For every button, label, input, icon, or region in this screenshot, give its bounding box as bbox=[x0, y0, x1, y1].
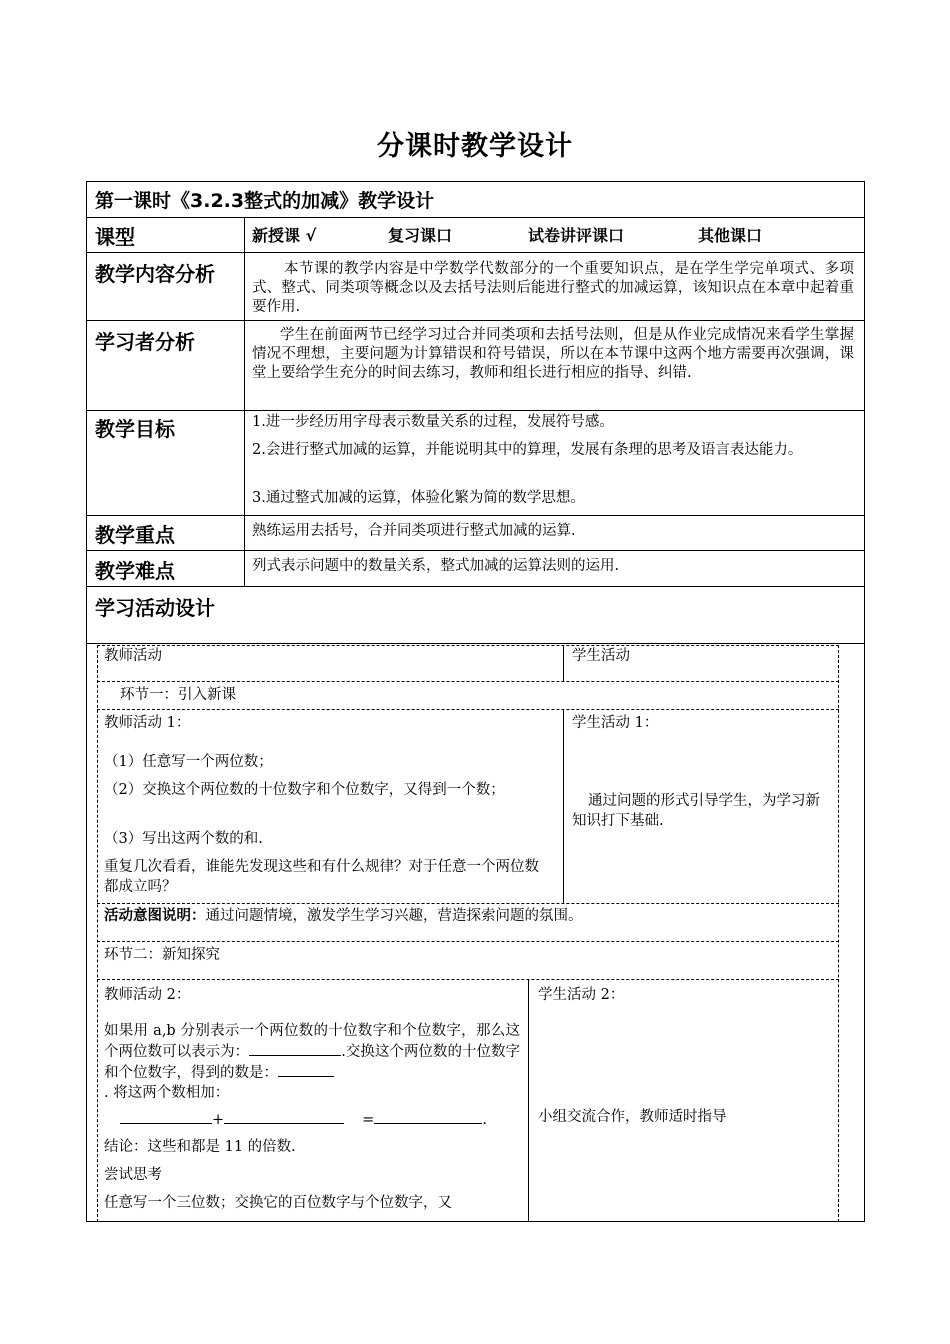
try-thinking-label: 尝试思考 bbox=[104, 1167, 162, 1183]
teacher-activity-1-line: （2）交换这个两位数的十位数字和个位数字，又得到一个数； bbox=[104, 782, 505, 798]
activity-divider bbox=[528, 979, 529, 1222]
activity-divider bbox=[97, 681, 839, 682]
course-type-label: 课型 bbox=[95, 225, 135, 249]
activity-divider bbox=[97, 709, 839, 710]
difficulties-label: 教学难点 bbox=[95, 559, 175, 583]
goal-item: 3.通过整式加减的运算，体验化繁为简的数学思想。 bbox=[252, 490, 585, 506]
teacher-activity-1-line: （3）写出这两个数的和. bbox=[104, 831, 263, 847]
try-thinking-text: 任意写一个三位数；交换它的百位数字与个位数字，又 bbox=[104, 1195, 452, 1211]
activity-divider bbox=[563, 645, 564, 681]
period-mark: . bbox=[482, 1112, 487, 1128]
para-part-b: .交换这个两位数的十位数字和个位数字，得到的数是： bbox=[104, 1044, 521, 1081]
activity-divider bbox=[97, 903, 839, 904]
type-option-new: 新授课 √ bbox=[252, 226, 317, 245]
row-divider bbox=[86, 515, 865, 516]
row-divider bbox=[86, 217, 865, 218]
activity-divider bbox=[97, 941, 839, 942]
learner-analysis-text: 学生在前面两节已经学习过合并同类项和去括号法则，但是从作业完成情况来看学生掌握情况不理想，主要问题为计算错误和符号错误，所以在本节课中这两个地方需要再次强调，课堂上要给学生充分的时间去练习，教师和组长进行相应的指导、纠错. bbox=[252, 327, 854, 381]
activity-divider bbox=[97, 645, 839, 646]
activity-divider bbox=[563, 709, 564, 903]
activity-divider bbox=[97, 645, 98, 1222]
teacher-activity-2-label: 教师活动 2： bbox=[104, 987, 191, 1003]
type-option-other: 其他课口 bbox=[698, 226, 763, 245]
activity-divider bbox=[838, 645, 839, 1222]
teacher-activity-1-line: （1）任意写一个两位数； bbox=[104, 754, 273, 770]
answer-blank[interactable] bbox=[120, 1109, 212, 1124]
student-activity-2-text: 小组交流合作，教师适时指导 bbox=[538, 1109, 727, 1125]
activity-divider bbox=[97, 979, 839, 980]
lesson-title: 第一课时《3.2.3整式的加减》教学设计 bbox=[95, 190, 435, 212]
student-activity-1-label: 学生活动 1： bbox=[572, 715, 659, 731]
goals-label: 教学目标 bbox=[95, 417, 175, 441]
plus-sign: + bbox=[212, 1112, 225, 1128]
row-divider bbox=[86, 410, 865, 411]
row-divider bbox=[86, 252, 865, 253]
key-points-text: 熟练运用去括号，合并同类项进行整式加减的运算. bbox=[252, 523, 576, 539]
content-analysis-label: 教学内容分析 bbox=[95, 262, 215, 286]
student-activity-header: 学生活动 bbox=[572, 648, 630, 664]
para-part-a: 如果用 a,b 分别表示一个两位数的十位数字和个位数字，那么这个两位数可以表示为： bbox=[104, 1023, 520, 1060]
answer-blank[interactable] bbox=[224, 1109, 344, 1124]
row-divider bbox=[86, 586, 865, 587]
student-activity-1-text: 通过问题的形式引导学生，为学习新知识打下基础. bbox=[572, 793, 820, 829]
teacher-activity-1-label: 教师活动 1： bbox=[104, 715, 191, 731]
answer-blank[interactable] bbox=[278, 1062, 334, 1077]
activities-label: 学习活动设计 bbox=[95, 596, 215, 620]
content-analysis-text: 本节课的教学内容是中学数学代数部分的一个重要知识点，是在学生学完单项式、多项式、整式、同类项等概念以及去括号法则后能进行整式的加减运算，该知识点在本章中起着重要作用. bbox=[252, 261, 854, 315]
answer-blank[interactable] bbox=[374, 1109, 482, 1124]
goal-item: 2.会进行整式加减的运算，并能说明其中的算理，发展有条理的思考及语言表达能力。 bbox=[252, 442, 803, 458]
teacher-activity-1-line: 重复几次看看，谁能先发现这些和有什么规律？对于任意一个两位数都成立吗？ bbox=[104, 859, 539, 895]
activity-intent-label: 活动意图说明： bbox=[104, 908, 206, 924]
activity-intent bbox=[104, 906, 832, 926]
answer-blank[interactable] bbox=[249, 1041, 341, 1056]
student-activity-2-label: 学生活动 2： bbox=[538, 987, 625, 1003]
row-divider bbox=[86, 550, 865, 551]
learner-analysis-label: 学习者分析 bbox=[95, 330, 195, 354]
type-option-review: 复习课口 bbox=[388, 226, 453, 245]
teacher-activity-header: 教师活动 bbox=[104, 648, 162, 664]
para-part-c: . 将这两个数相加： bbox=[104, 1085, 230, 1101]
row-divider bbox=[86, 320, 865, 321]
sum-expression bbox=[120, 1109, 487, 1130]
key-points-label: 教学重点 bbox=[95, 523, 175, 547]
type-option-exam: 试卷讲评课口 bbox=[528, 226, 625, 245]
activity-intent-text: 通过问题情境，激发学生学习兴趣，营造探索问题的氛围。 bbox=[205, 908, 583, 924]
page-title: 分课时教学设计 bbox=[377, 131, 573, 162]
teacher-activity-2-paragraph bbox=[104, 1021, 520, 1103]
row-divider bbox=[86, 643, 865, 644]
goal-item: 1.进一步经历用字母表示数量关系的过程，发展符号感。 bbox=[252, 414, 614, 430]
equals-sign: = bbox=[362, 1112, 375, 1128]
conclusion-text: 结论：这些和都是 11 的倍数. bbox=[104, 1139, 296, 1155]
column-divider bbox=[244, 217, 245, 586]
difficulties-text: 列式表示问题中的数量关系，整式加减的运算法则的运用. bbox=[252, 558, 620, 574]
section2-title: 环节二：新知探究 bbox=[104, 947, 220, 963]
section1-title: 环节一：引入新课 bbox=[120, 687, 236, 703]
